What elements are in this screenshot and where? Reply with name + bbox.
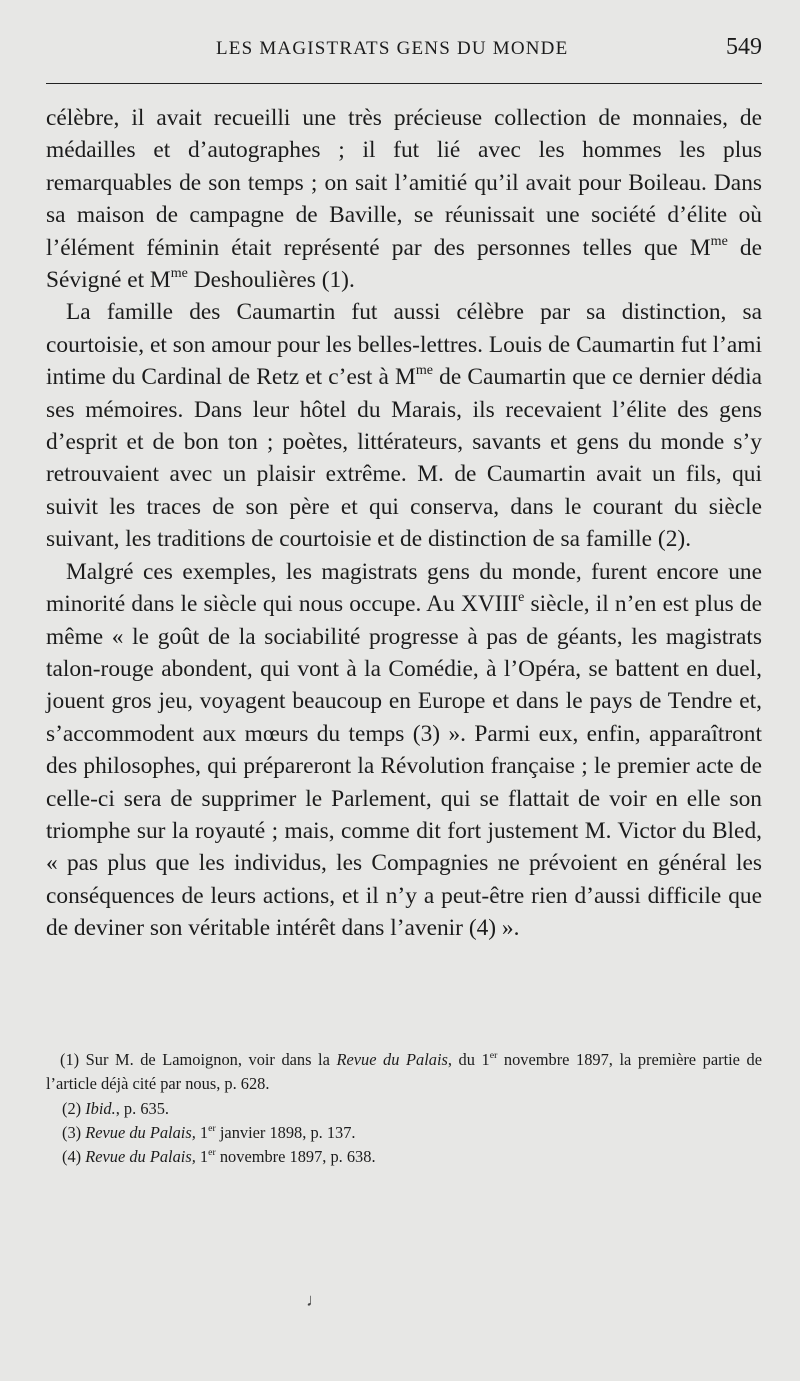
paragraph-2: La famille des Caumartin fut aussi célèbre par sa distinction, sa courtoisie, et son amour pour les belles-lettres. Louis de Caumartin fut l’ami intime du Cardinal de Retz et c’est à $M^{me}$ de Caumartin que ce dernier dédia ses mémoires. Dans leur hôtel du Marais, ils recevaient l’élite des gens d’esprit et de bon ton ; poètes, littérateurs, savants et gens du monde s’y retrouvaient avec un plaisir extrême. M. de Caumartin avait un fils, qui suivit les traces de son père et qui conserva, dans le courant du siècle suivant, les traditions de courtoisie et de distinction de sa famille (2). (46, 299, 762, 553)
paragraph-1: célèbre, il avait recueilli une très précieuse collection de monnaies, de médailles et d’autographes ; il fut lié avec les hommes les plus remarquables de son temps ; on sait l’amitié qu’il avait pour Boileau. Dans sa maison de campagne de Baville, se réunissait une société d’élite où l’élément féminin était représenté par des personnes telles que $M^{me}$ de Sévigné et $M^{me}$ Deshoulières (1). (46, 105, 762, 294)
footnote-4: (4) Revue du Palais, 1er novembre 1897, p. 638. (62, 1147, 376, 1167)
footnote-2: (2) Ibid., p. 635. (62, 1098, 170, 1118)
header-rule (46, 83, 762, 84)
paragraph-3: Malgré ces exemples, les magistrats gens du monde, furent encore une minorité dans le siècle qui nous occupe. Au XVIIIe siècle, il n’en est plus de même « le goût de la sociabilité progresse à pas de géants, les magistrats talon-rouge abondent, qui vont à la Comédie, à l’Opéra, se battent en duel, jouent gros jeu, voyagent beaucoup en Europe et dans le pays de Tendre et, s’accommodent aux mœurs du temps (3) ». Parmi eux, enfin, apparaîtront des philosophes, qui prépareront la Révolution française ; le premier acte de celle-ci sera de supprimer le Parlement, qui se flattait de voir en elle son triomphe sur la royauté ; mais, comme dit fort justement M. Victor du Bled, « pas plus que les individus, les Compagnies ne prévoient en général les conséquences de leurs actions, et il n’y a peut-être rien d’aussi difficile que de deviner son véritable intérêt dans l’avenir (4) ». (46, 558, 763, 942)
footnote-3: (3) Revue du Palais, 1er janvier 1898, p. 137. (62, 1122, 356, 1142)
running-title: LES MAGISTRATS GENS DU MONDE (216, 38, 569, 59)
footnote-1: (1) Sur M. de Lamoignon, voir dans la Revue du Palais, du 1er novembre 1897, la première partie de l’article déjà cité par nous, p. 628. (46, 1050, 762, 1094)
stray-ink-mark: ♩ (306, 1290, 324, 1310)
page-number: 549 (726, 34, 762, 60)
footnotes (46, 1048, 762, 1169)
page-header (46, 34, 762, 70)
body-text (46, 102, 762, 945)
